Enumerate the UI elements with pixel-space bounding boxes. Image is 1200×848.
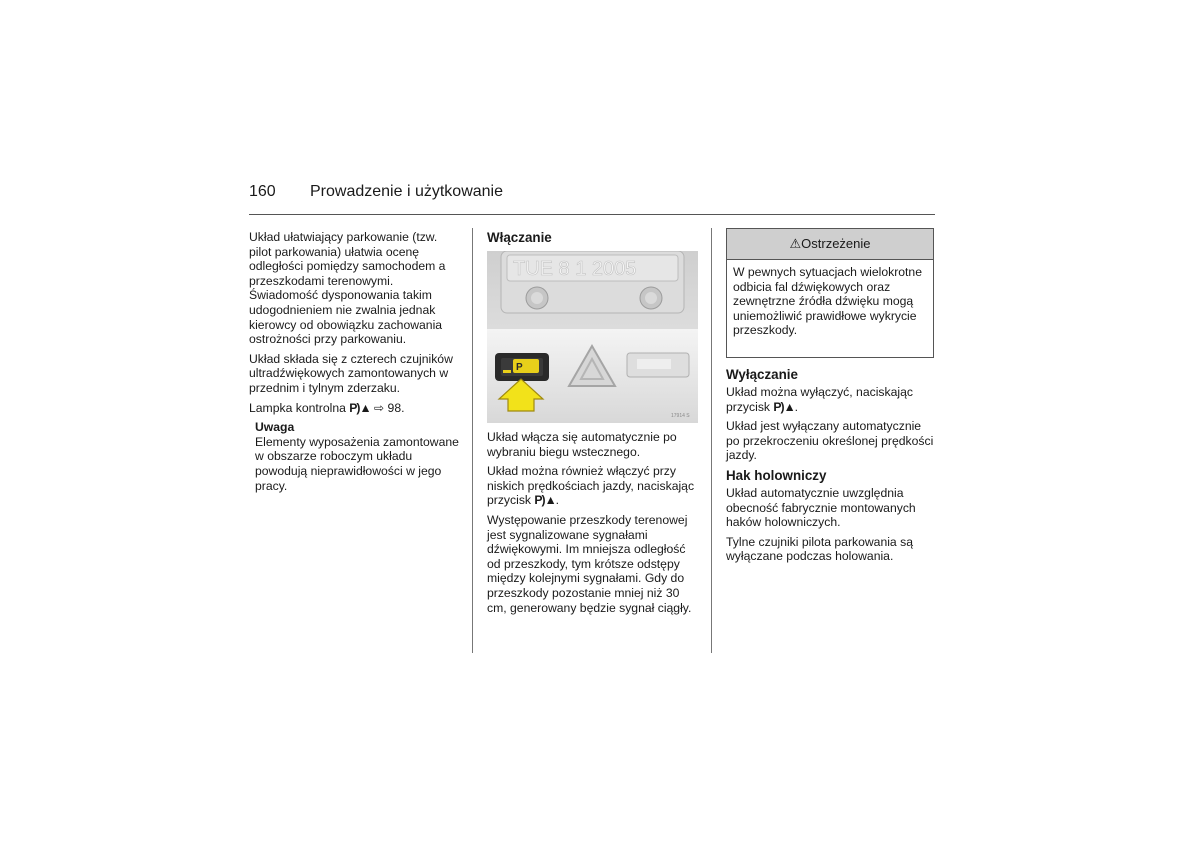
parking-button-label: P [516,362,523,373]
display-text: TUE 8 1 2005 [513,258,637,280]
page-number: 160 [249,183,276,200]
tow-hook-paragraph-1: Układ automatycznie uwzględnia obecność fabrycznie montowanych haków holowniczych. [726,485,916,530]
dashboard-figure [487,251,698,423]
intro-paragraph: Układ ułatwiający parkowanie (tzw. pilot parkowania) ułatwia ocenę odległości pomiędzy samochodem a przeszkodami terenowymi. Świadomość dysponowania takim udogodnieniem nie zwalnia jednak kierowcy od obowiązku zachowania ostrożności przy parkowaniu. [249,230,446,347]
note-title: Uwaga [255,420,295,435]
column-2-text [487,430,699,620]
page-title: Prowadzenie i użytkowanie [310,183,503,200]
warning-header [727,229,933,260]
parking-assist-icon: P)▲ [773,399,795,414]
signal-paragraph: Występowanie przeszkody terenowej jest sygnalizowane sygnałami dźwiękowymi. Im mniejsza odległość od przeszkody, tym krótsze odstępy między kolejnymi sygnałami. Gdy do przeszkody pozostanie mniej niż 30 cm, generowany będzie sygnał ciągły. [487,512,692,615]
dashboard-illustration [487,251,698,423]
warning-box [726,228,934,358]
parking-assist-icon: P)▲ [349,400,371,415]
deactivation-paragraph: Układ można wyłączyć, naciskając przycisk P)▲. [726,385,913,414]
header-rule [249,214,935,215]
column-2 [487,230,699,248]
sensors-paragraph: Układ składa się z czterech czujników ultradźwiękowych zamontowanych w przednim i tylnym zderzaku. [249,351,453,395]
warning-triangle-icon: ⚠ [789,236,802,251]
heading-activation: Włączanie [487,230,552,245]
page-reference: ⇨ 98. [373,400,405,415]
activation-auto-paragraph: Układ włącza się automatycznie po wybraniu biegu wstecznego. [487,430,677,459]
note-text: Elementy wyposażenia zamontowane w obszarze roboczym układu powodują nieprawidłowości w jego pracy. [255,434,459,493]
deactivation-text: Układ można wyłączyć, naciskając przycisk [726,385,913,414]
auto-deactivation-paragraph: Układ jest wyłączany automatycznie po przekroczeniu określonej prędkości jazdy. [726,419,934,463]
warning-text: W pewnych sytuacjach wielokrotne odbicia fal dźwiękowych oraz zewnętrzne źródła dźwięku mogą uniemożliwić prawidłowe wykrycie przeszkody. [733,265,922,338]
activation-manual-text: Układ można również włączyć przy niskich prędkościach jazdy, naciskając przycisk [487,464,695,508]
indicator-paragraph [249,401,461,416]
column-divider-2 [711,228,712,653]
column-3 [726,367,938,569]
heading-deactivation: Wyłączanie [726,367,798,382]
column-1 [249,230,461,493]
activation-manual-paragraph: Układ można również włączyć przy niskich prędkościach jazdy, naciskając przycisk P)▲. [487,464,695,508]
heading-tow-hook: Hak holowniczy [726,467,827,483]
tow-hook-paragraph-2: Tylne czujniki pilota parkowania są wyłączane podczas holowania. [726,534,913,564]
note-block [249,420,461,493]
figure-code: 17914 S [671,413,690,419]
indicator-label: Lampka kontrolna [249,400,346,415]
warning-title: Ostrzeżenie [801,236,871,251]
parking-assist-icon: P)▲ [534,493,556,508]
column-divider-1 [472,228,473,653]
